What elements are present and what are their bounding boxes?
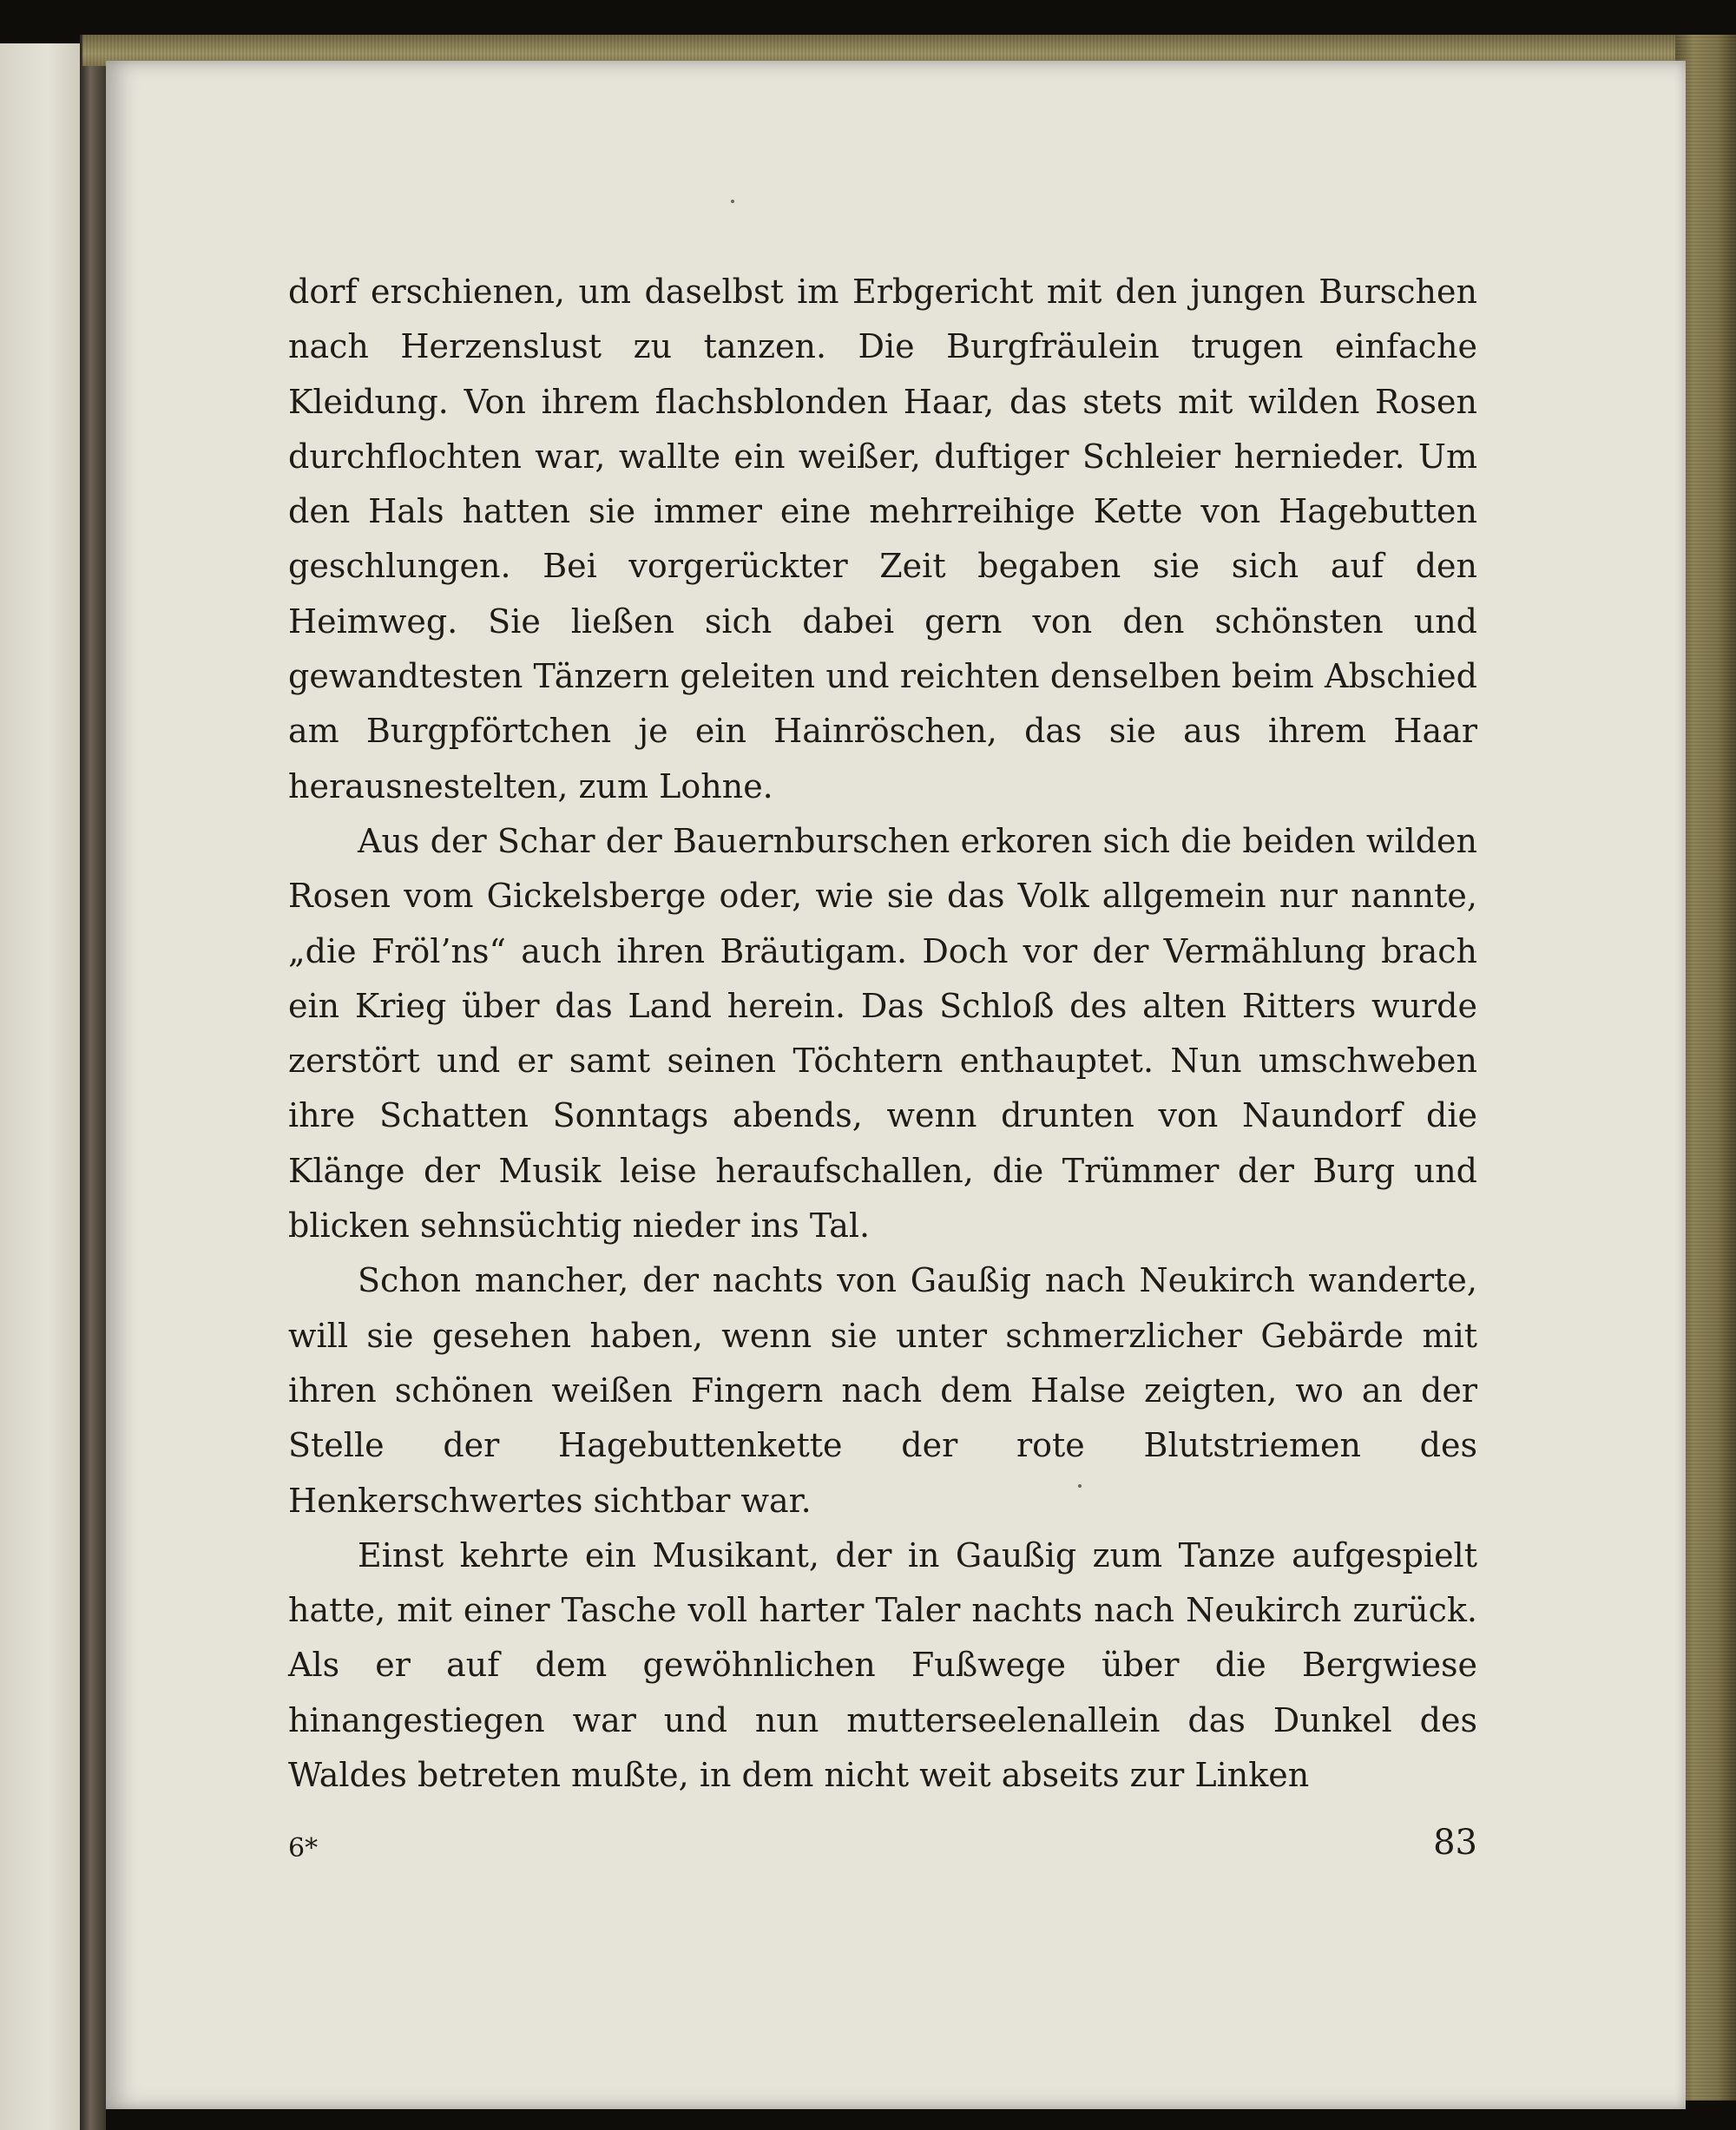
page-footer <box>288 1823 1477 1875</box>
paper-speck <box>1078 1484 1082 1488</box>
paragraph-3: Schon mancher, der nachts von Gaußig nach Neukirch wanderte, will sie gesehen haben, wenn sie unter schmerzlicher Gebärde mit ihren schönen weißen Fingern nach dem Halse zeigten, wo an der Stelle der Hagebuttenkette der rote Blutstriemen des Henkerschwertes sichtbar war. <box>288 1261 1477 1520</box>
page-body-text <box>288 265 1477 1803</box>
paragraph-2: Aus der Schar der Bauernburschen erkoren sich die beiden wilden Rosen vom Gickelsberge oder, wie sie das Volk allgemein nur nannte, „die Fröl’ns“ auch ihren Bräutigam. Doch vor der Vermählung brach ein Krieg über das Land herein. Das Schloß des alten Ritters wurde zerstört und er samt seinen Töchtern enthauptet. Nun umschweben ihre Schatten Sonntags abends, wenn drunten von Naundorf die Klänge der Musik leise heraufschallen, die Trümmer der Burg und blicken sehnsüchtig nieder ins Tal. <box>288 821 1477 1246</box>
paragraph-4: Einst kehrte ein Musikant, der in Gaußig zum Tanze aufgespielt hatte, mit einer Tasche voll harter Taler nachts nach Neukirch zurück. Als er auf dem gewöhnlichen Fußwege über die Bergwiese hinangestiegen war und nun mutterseelenallein das Dunkel des Waldes betreten mußte, in dem nicht weit abseits zur Linken <box>288 1535 1477 1795</box>
paper-speck <box>731 200 734 203</box>
book-gutter <box>80 35 106 2130</box>
page-number: 83 <box>1433 1823 1477 1863</box>
facing-page-edge <box>0 43 80 2130</box>
book-page <box>106 61 1686 2109</box>
signature-mark: 6* <box>288 1833 319 1864</box>
paragraph-1: dorf erschienen, um daselbst im Erbgericht mit den jungen Burschen nach Herzenslust zu tanzen. Die Burgfräulein trugen einfache Kleidung. Von ihrem flachsblonden Haar, das stets mit wilden Rosen durchflochten war, wallte ein weißer, duftiger Schleier hernieder. Um den Hals hatten sie immer eine mehrreihige Kette von Hagebutten geschlungen. Bei vorgerückter Zeit begaben sie sich auf den Heimweg. Sie ließen sich dabei gern von den schönsten und gewandtesten Tänzern geleiten und reichten denselben beim Abschied am Burgpförtchen je ein Hainröschen, das sie aus ihrem Haar herausnestelten, zum Lohne. <box>288 273 1477 805</box>
